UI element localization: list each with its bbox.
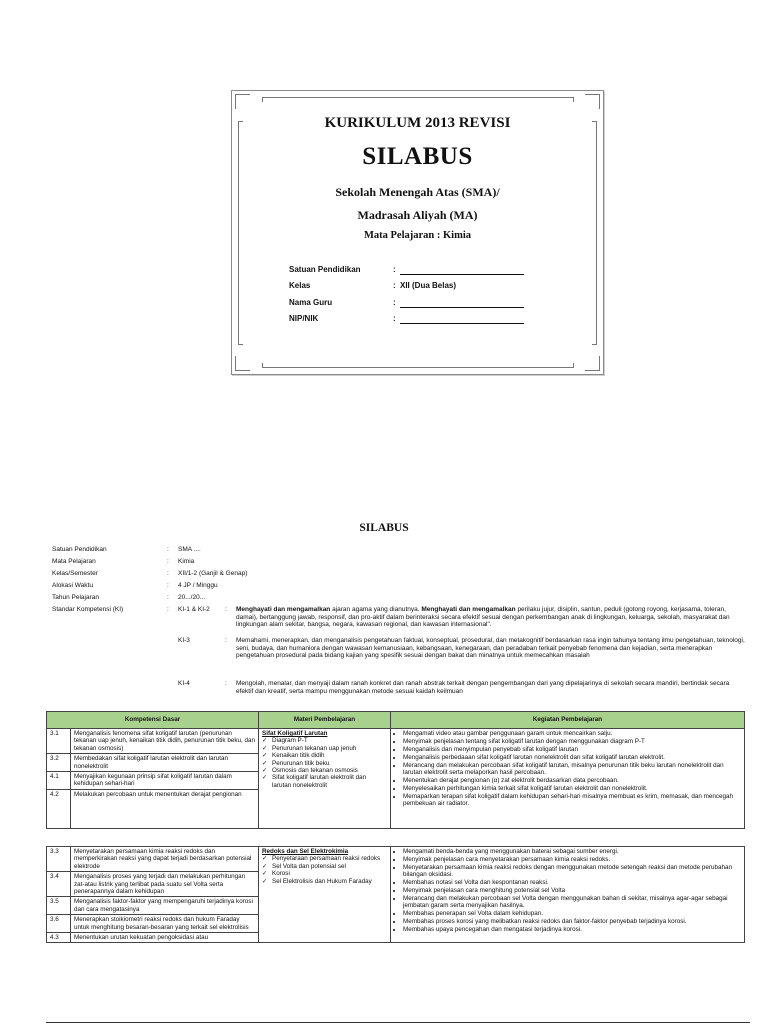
ki-colon: : bbox=[225, 680, 227, 687]
ki-4-text: Mengolah, menalar, dan menyaji dalam ranah konkret dan ranah abstrak terkait dengan pengembangan dari yang dipelajarinya di sekolah secara mandiri, bertindak secara efektif dan kreatif, serta mampu menggunakan metode sesuai kaidah keilmuan bbox=[236, 680, 730, 695]
ki-1-2-text bbox=[236, 606, 746, 629]
identity-colon: : bbox=[167, 606, 169, 613]
kegiatan-item: • Menyimak penjelasan tentang sifat koligatif larutan dengan menggunakan diagram P-T bbox=[403, 738, 741, 745]
kegiatan-item: • Mengamati video atau gambar penggunaan garam untuk mencairkan salju. bbox=[403, 730, 741, 737]
kd-text: Menganalisis proses yang terjadi dan melakukan perhitungan zat-atau listrik yang terlibat pada suatu sel Volta serta penerapannya dalam kehidupan bbox=[71, 872, 259, 897]
materi-item: ✓ Osmosis dan tekanan osmosis bbox=[262, 767, 387, 774]
kd-text: Menganalisis faktor-faktor yang mempengaruhi terjadinya korosi dan cara mengatasinya bbox=[71, 897, 259, 915]
frame-side bbox=[262, 363, 574, 368]
field-label: NIP/NIK bbox=[289, 314, 319, 323]
table-row bbox=[47, 729, 745, 754]
frame-side bbox=[262, 97, 574, 102]
cover-school-line1: Sekolah Menengah Atas (SMA)/ bbox=[335, 185, 500, 199]
field-colon: : bbox=[393, 314, 396, 323]
identity-colon: : bbox=[167, 570, 169, 577]
identity-label: Standar Kompetensi (KI) bbox=[52, 606, 124, 613]
kegiatan-item: • Membahas proses korosi yang melibatkan reaksi redoks dan faktor-faktor penyebab terjadinya korosi. bbox=[403, 918, 741, 925]
materi-item: ✓ Kenaikan titik didih bbox=[262, 752, 387, 759]
ki-code: KI-3 bbox=[178, 637, 190, 644]
identity-colon: : bbox=[167, 558, 169, 565]
identity-label: Mata Pelajaran bbox=[52, 558, 96, 565]
frame-corner bbox=[235, 94, 250, 109]
materi-title: Redoks dan Sel Elektrokimia bbox=[262, 848, 349, 855]
identity-value: 4 JP / Minggu bbox=[178, 582, 218, 589]
kegiatan-item: • Merancang dan melakukan percobaan sifat koligatif larutan, misalnya penurunan titik beku larutan nonelektrolit dan larutan elektrolit serta melaporkan hasil percobaan. bbox=[403, 762, 741, 777]
page-bottom-rule bbox=[46, 1022, 750, 1023]
kd-number: 3.2 bbox=[47, 754, 71, 772]
cover-field bbox=[289, 314, 589, 326]
kd-number: 3.3 bbox=[47, 847, 71, 872]
kegiatan-item: • Menyetarakan persamaan kimia reaksi redoks dengan menggunakan metode setengah reaksi dan metode perubahan bilangan oksidasi. bbox=[403, 864, 741, 879]
kd-text: Menyetarakan persamaan kimia reaksi redoks dan memperkirakan reaksi yang dapat terjadi berdasarkan potensial elektrode bbox=[71, 847, 259, 872]
ki-3-text: Memahami, menerapkan, dan menganalisis pengetahuan faktual, konseptual, prosedural, dan metakognitif berdasarkan rasa ingin tahunya tentang ilmu pengetahuan, teknologi, seni, budaya, dan humaniora dengan wawasan kemanusiaan, kebangsaan, kenegaraan, dan peradaban terkait penyebab fenomena dan kejadian, serta menerapkan pengetahuan prosedural pada bidang kajian yang spesifik sesuai dengan bakat dan minatnya untuk memecahkan masalah bbox=[236, 637, 745, 660]
identity-row bbox=[52, 570, 752, 579]
materi-cell bbox=[259, 847, 391, 943]
syllabus-table-2 bbox=[46, 846, 745, 943]
ki-code: KI-4 bbox=[178, 680, 190, 687]
syllabus-table-1 bbox=[46, 711, 745, 829]
table-header-row bbox=[47, 712, 745, 729]
kd-text: Menentukan urutan kekuatan pengoksidasi atau bbox=[71, 933, 259, 943]
ki-bold: Menghayati dan mengamalkan bbox=[421, 606, 516, 613]
kd-text: Menganalisis fenomena sifat koligatif larutan (penurunan tekanan uap jenuh, kenaikan titik didih, penurunan titik beku, dan tekanan osmosis) bbox=[71, 729, 259, 754]
kd-text: Menyajikan kegunaan prinsip sifat koligatif larutan dalam kehidupan sehari-hari bbox=[71, 772, 259, 790]
materi-item: ✓ Sel Elektrolisis dan Hukum Faraday bbox=[262, 878, 387, 885]
ki-bold: Menghayati dan mengamalkan bbox=[236, 606, 331, 613]
materi-item: ✓ Sifat koligatif larutan elektrolit dan larutan nonelektrolit bbox=[262, 774, 387, 789]
kegiatan-item: • Membahas penerapan sel Volta dalam kehidupan. bbox=[403, 910, 741, 917]
field-colon: : bbox=[393, 265, 396, 274]
identity-row bbox=[52, 546, 752, 555]
identity-row bbox=[52, 582, 752, 591]
materi-item: ✓ Penyetaraan persamaan reaksi redoks bbox=[262, 855, 387, 862]
kegiatan-cell bbox=[391, 847, 745, 943]
cover-title: SILABUS bbox=[362, 143, 473, 170]
kegiatan-list bbox=[394, 730, 741, 808]
table-row bbox=[47, 847, 745, 872]
identity-label: Tahun Pelajaran bbox=[52, 594, 99, 601]
identity-colon: : bbox=[167, 546, 169, 553]
kegiatan-item: • Menentukan derajat pengionan (α) zat elektrolit berdasarkan data percobaan. bbox=[403, 777, 741, 784]
materi-list bbox=[262, 737, 387, 789]
kd-number: 3.4 bbox=[47, 872, 71, 897]
kd-number: 4.1 bbox=[47, 772, 71, 790]
materi-item: ✓ Penurunan tekanan uap jenuh bbox=[262, 745, 387, 752]
materi-item: ✓ Diagram P-T bbox=[262, 737, 387, 744]
identity-label: Alokasi Waktu bbox=[52, 582, 93, 589]
field-label: Satuan Pendidikan bbox=[289, 265, 361, 274]
cover-subject: Mata Pelajaran : Kimia bbox=[363, 230, 471, 241]
kegiatan-item: • Menyimak penjelasan cara menghitung potensial sel Volta bbox=[403, 887, 741, 894]
cover-school-line2: Madrasah Aliyah (MA) bbox=[357, 208, 478, 222]
field-value: XII (Dua Belas) bbox=[400, 281, 457, 290]
kd-text: Menerapkan stoikiometri reaksi redoks dan hukum Faraday untuk menghitung besaran-besaran yang terkait sel elektrolisis bbox=[71, 915, 259, 933]
kegiatan-item: • Membahas notasi sel Volta dan kespontanan reaksi. bbox=[403, 879, 741, 886]
kegiatan-list bbox=[394, 848, 741, 933]
header-kompetensi-dasar: Kompetensi Dasar bbox=[47, 712, 259, 729]
kegiatan-item: • Merancang dan melakukan percobaan sel Volta dengan menggunakan bahan di sekitar, misalnya agar-agar sebagai jembatan garam serta menyajikan hasilnya. bbox=[403, 895, 741, 910]
field-colon: : bbox=[393, 298, 396, 307]
kegiatan-item: • Menyelesaikan perhitungan kimia terkait sifat koligatif larutan elektrolit dan nonelektrolit. bbox=[403, 785, 741, 792]
ki-text-part: ajaran agama yang dianutnya. bbox=[330, 606, 422, 613]
fill-line bbox=[400, 307, 524, 308]
kd-number: 3.6 bbox=[47, 915, 71, 933]
identity-label: Satuan Pendidikan bbox=[52, 546, 107, 553]
identity-value: SMA .... bbox=[178, 546, 201, 553]
identity-row bbox=[52, 558, 752, 567]
cover-field bbox=[289, 265, 589, 277]
field-label: Kelas bbox=[289, 281, 311, 290]
materi-title: Sifat Koligatif Larutan bbox=[262, 730, 328, 737]
kd-text: Melakukan percobaan untuk menentukan derajat pengionan bbox=[71, 789, 259, 828]
fill-line bbox=[400, 323, 524, 324]
kegiatan-cell bbox=[391, 729, 745, 829]
kegiatan-item: • Mengamati benda-benda yang menggunakan baterai sebagai sumber energi. bbox=[403, 848, 741, 855]
ki-colon: : bbox=[225, 606, 227, 613]
kegiatan-item: • Menganalisis dan menyimpulan penyebab sifat koligatif larutan bbox=[403, 746, 741, 753]
identity-value: 20.../20... bbox=[178, 594, 206, 601]
identity-colon: : bbox=[167, 582, 169, 589]
frame-corner bbox=[235, 356, 250, 371]
identity-colon: : bbox=[167, 594, 169, 601]
frame-corner bbox=[585, 94, 600, 109]
cover-field bbox=[289, 298, 589, 310]
header-materi: Materi Pembelajaran bbox=[259, 712, 391, 729]
field-colon: : bbox=[393, 281, 396, 290]
kd-number: 4.3 bbox=[47, 933, 71, 943]
materi-list bbox=[262, 855, 387, 885]
identity-value: Kimia bbox=[178, 558, 195, 565]
kd-number: 3.5 bbox=[47, 897, 71, 915]
ki-colon: : bbox=[225, 637, 227, 644]
identity-label: Kelas/Semester bbox=[52, 570, 98, 577]
materi-item: ✓ Sel Volta dan potensial sel bbox=[262, 863, 387, 870]
kd-text: Membedakan sifat koligatif larutan elektrolit dan larutan nonelektrolit bbox=[71, 754, 259, 772]
field-label: Nama Guru bbox=[289, 298, 333, 307]
identity-value: XII/1-2 (Ganjil & Genap) bbox=[178, 570, 248, 577]
kegiatan-item: • Memaparkan terapan sifat koligatif dalam kehidupan sehari-hari misalnya membuat es krim, memasak, dan mencegah pembekuan air radiator. bbox=[403, 793, 741, 808]
cover-box bbox=[231, 90, 604, 375]
kd-number: 3.1 bbox=[47, 729, 71, 754]
ki-text-part: perilaku jujur, disiplin, santun, peduli (gotong royong, kerjasama, toleran, damai), bertanggung jawab, responsif, dan pro-aktif dalam berinteraksi secara efektif sesuai dengan perkembangan anak di lingkungan, keluarga, sekolah, masyarakat dan lingkungan alam sekitar, bangsa, negara, kawasan regional, dan kawasan internasional". bbox=[236, 606, 730, 629]
materi-item: ✓ Korosi bbox=[262, 870, 387, 877]
kegiatan-item: • Menyimak penjelasan cara menyetarakan persamaan kimia reaksi redoks. bbox=[403, 856, 741, 863]
frame-corner bbox=[585, 356, 600, 371]
page2-title: SILABUS bbox=[359, 522, 409, 534]
cover-field bbox=[289, 281, 589, 293]
cover-kurikulum: KURIKULUM 2013 REVISI bbox=[324, 115, 511, 131]
kd-number: 4.2 bbox=[47, 789, 71, 828]
materi-item: ✓ Penurunan titik beku bbox=[262, 760, 387, 767]
header-kegiatan: Kegiatan Pembelajaran bbox=[391, 712, 745, 729]
kegiatan-item: • Menganalisis perbedaaan sifat koligatif larutan nonelektrolit dan sifat koligatif larutan elektrolit. bbox=[403, 754, 741, 761]
identity-row bbox=[52, 594, 752, 603]
materi-cell bbox=[259, 729, 391, 829]
fill-line bbox=[400, 274, 524, 275]
ki-code: KI-1 & KI-2 bbox=[178, 606, 210, 613]
kegiatan-item: • Membahas upaya pencegahan dan mengatasi terjadinya korosi. bbox=[403, 926, 741, 933]
